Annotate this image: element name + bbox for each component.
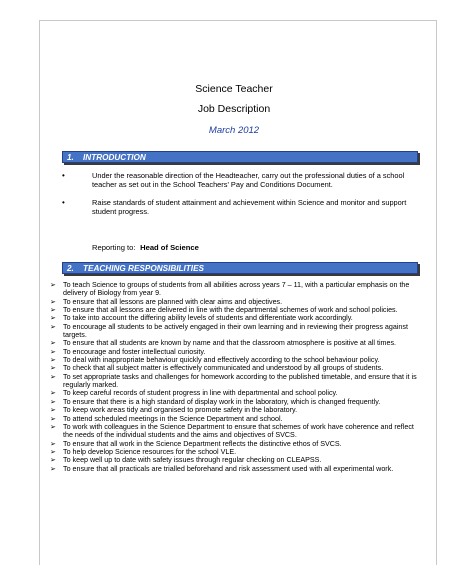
introduction-list	[62, 171, 422, 225]
arrow-bullet-icon: ➢	[50, 405, 57, 415]
list-item-text: To keep work areas tidy and organised to promote safety in the laboratory.	[63, 406, 298, 415]
reporting-value: Head of Science	[140, 243, 199, 252]
list-item	[50, 339, 422, 347]
section-heading-introduction	[62, 151, 418, 163]
list-item	[50, 423, 422, 440]
reporting-line	[92, 243, 199, 252]
list-item	[50, 298, 422, 306]
arrow-bullet-icon: ➢	[50, 455, 57, 465]
list-item-text: To set appropriate tasks and challenges for homework according to the published timetable, and ensure that it is regularly marked.	[63, 372, 417, 390]
list-item	[50, 364, 422, 372]
list-item-text: To ensure that there is a high standard of display work in the laboratory, which is changed frequently.	[63, 397, 381, 406]
list-item-text: Under the reasonable direction of the Headteacher, carry out the professional duties of a school teacher as set out in the School Teachers' Pay and Conditions Document.	[92, 171, 405, 190]
arrow-bullet-icon: ➢	[50, 338, 57, 348]
list-item-text: To work with colleagues in the Science Department to ensure that schemes of work have coherence and reflect the needs of the individual students and the aims and objectives of SVCS.	[63, 422, 414, 440]
arrow-bullet-icon: ➢	[50, 421, 57, 431]
list-item	[50, 314, 422, 322]
list-item-text: To attend scheduled meetings in the Science Department and school.	[63, 414, 283, 423]
section-title: INTRODUCTION	[83, 153, 146, 162]
list-item-text: To teach Science to groups of students from all abilities across years 7 – 11, with a particular emphasis on the delivery of Biology from year 9.	[63, 281, 410, 298]
list-item-text: To ensure that all lessons are planned with clear aims and objectives.	[63, 297, 283, 306]
list-item	[50, 348, 422, 356]
arrow-bullet-icon: ➢	[50, 371, 57, 381]
list-item	[50, 406, 422, 414]
reporting-label: Reporting to:	[92, 243, 136, 252]
arrow-bullet-icon: ➢	[50, 296, 57, 306]
list-item	[50, 415, 422, 423]
list-item	[50, 440, 422, 448]
list-item-text: To keep careful records of student progress in line with departmental and school policy.	[63, 389, 338, 398]
arrow-bullet-icon: ➢	[50, 388, 57, 398]
arrow-bullet-icon: ➢	[50, 280, 57, 289]
list-item	[50, 306, 422, 314]
list-item	[50, 465, 422, 473]
list-item-text: To ensure that all lessons are delivered in line with the departmental schemes of work and school policies.	[63, 306, 398, 315]
list-item	[50, 398, 422, 406]
arrow-bullet-icon: ➢	[50, 413, 57, 423]
list-item-text: To encourage all students to be actively engaged in their own learning and in reviewing their progress against targets.	[63, 322, 408, 340]
arrow-bullet-icon: ➢	[50, 438, 57, 448]
list-item-text: To check that all subject matter is effectively communicated and understood by all groups of students.	[63, 364, 384, 373]
document-subtitle: Job Description	[197, 103, 271, 115]
list-item-text: To ensure that all practicals are trialled beforehand and risk assessment used with all experimental work.	[63, 464, 394, 473]
section-heading-teaching-responsibilities	[62, 262, 418, 274]
list-item	[62, 198, 422, 217]
arrow-bullet-icon: ➢	[50, 313, 57, 323]
list-item-text: To deal with inappropriate behaviour quickly and effectively according to the school behaviour policy.	[63, 356, 380, 365]
list-item-text: To ensure that all work in the Science Department reflects the distinctive ethos of SVCS.	[63, 439, 342, 448]
list-item	[50, 323, 422, 340]
list-item-text: Raise standards of student attainment and achievement within Science and monitor and support student progress.	[92, 197, 407, 217]
section-number: 2.	[67, 264, 74, 273]
list-item-text: To encourage and foster intellectual curiosity.	[63, 347, 206, 356]
arrow-bullet-icon: ➢	[50, 446, 57, 456]
section-number: 1.	[67, 153, 74, 162]
responsibilities-list	[50, 281, 422, 473]
arrow-bullet-icon: ➢	[50, 396, 57, 406]
list-item	[50, 389, 422, 397]
list-item-text: To help develop Science resources for the school VLE.	[63, 447, 237, 456]
arrow-bullet-icon: ➢	[50, 363, 57, 373]
list-item	[62, 171, 422, 190]
list-item	[50, 456, 422, 464]
document-date: March 2012	[208, 125, 260, 136]
list-item	[50, 448, 422, 456]
list-item	[50, 373, 422, 390]
bullet-icon: •	[62, 197, 65, 207]
list-item-text: To ensure that all students are known by name and that the classroom atmosphere is positive at all times.	[63, 339, 397, 348]
bullet-icon: •	[62, 171, 65, 180]
arrow-bullet-icon: ➢	[50, 305, 57, 315]
list-item	[50, 281, 422, 298]
list-item	[50, 356, 422, 364]
arrow-bullet-icon: ➢	[50, 346, 57, 356]
document-page	[39, 20, 437, 565]
arrow-bullet-icon: ➢	[50, 463, 57, 473]
document-title: Science Teacher	[195, 83, 273, 95]
arrow-bullet-icon: ➢	[50, 355, 57, 365]
list-item-text: To take into account the differing ability levels of students and differentiate work accordingly.	[63, 314, 353, 323]
arrow-bullet-icon: ➢	[50, 321, 57, 331]
section-title: TEACHING RESPONSIBILITIES	[83, 264, 205, 273]
list-item-text: To keep well up to date with safety issues through regular checking on CLEAPSS.	[63, 456, 322, 465]
